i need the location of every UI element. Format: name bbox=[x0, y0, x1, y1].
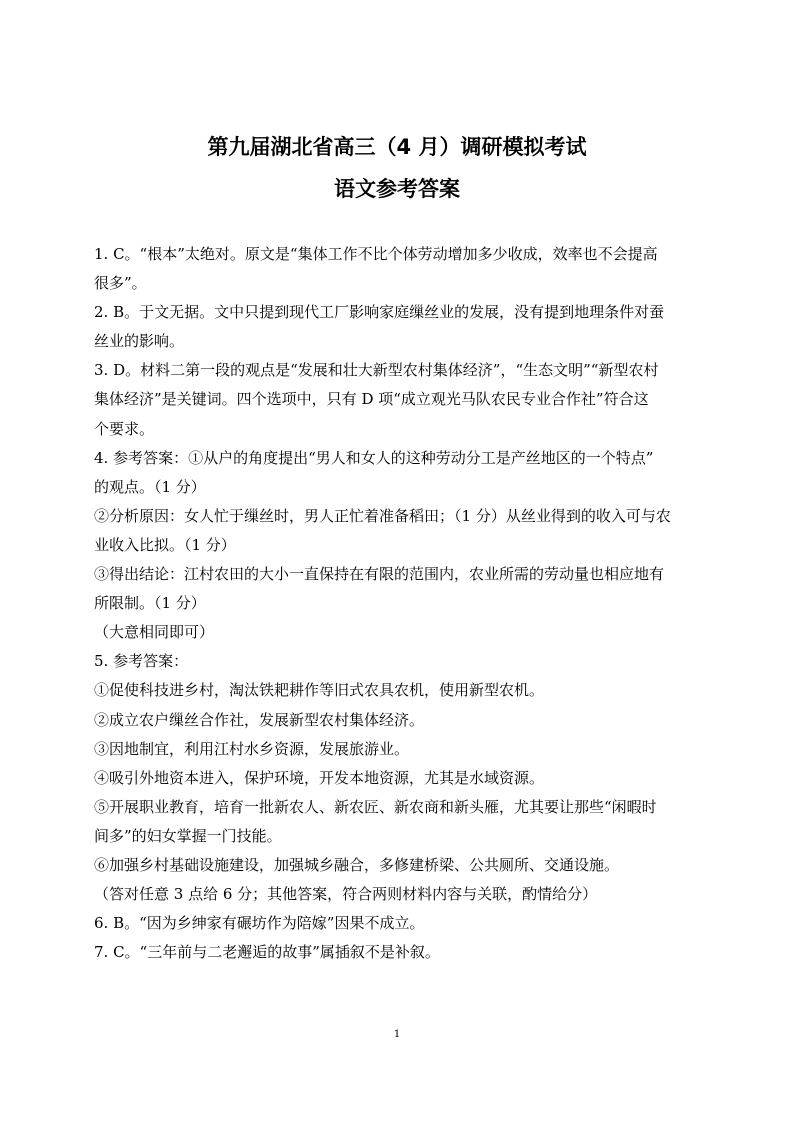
text-line: ②成立农户缫丝合作社，发展新型农村集体经济。 bbox=[94, 710, 425, 729]
text-line: ⑤开展职业教育，培育一批新农人、新农匠、新农商和新头雁，尤其要让那些“闲暇时 bbox=[94, 797, 657, 816]
text-line: （大意相同即可） bbox=[94, 623, 215, 642]
text-line: 间多”的妇女掌握一门技能。 bbox=[94, 826, 282, 845]
text-line: 集体经济”是关键词。四个选项中，只有 D 项“成立观光马队农民专业合作社”符合这 bbox=[94, 390, 649, 409]
text-line: 很多”。 bbox=[94, 274, 147, 293]
text-line: ①促使科技进乡村，淘汰铁耙耕作等旧式农具农机，使用新型农机。 bbox=[94, 681, 545, 700]
text-line: 所限制。（1 分） bbox=[94, 594, 206, 613]
text-line: 7. C。“三年前与二老邂逅的故事”属插叙不是补叙。 bbox=[94, 943, 440, 962]
text-line: 业收入比拟。（1 分） bbox=[94, 535, 236, 554]
text-line: 5. 参考答案： bbox=[94, 652, 189, 671]
text-line: 6. B。“因为乡绅家有碾坊作为陪嫁”因果不成立。 bbox=[94, 914, 425, 933]
text-line: 4. 参考答案：①从户的角度提出“男人和女人的这种劳动分工是产丝地区的一个特点” bbox=[94, 448, 654, 467]
text-line: ⑥加强乡村基础设施建设，加强城乡融合，多修建桥梁、公共厕所、交通设施。 bbox=[94, 855, 620, 874]
text-line: 丝业的影响。 bbox=[94, 332, 185, 351]
page-subtitle: 语文参考答案 bbox=[334, 177, 460, 201]
text-line: 个要求。 bbox=[94, 419, 155, 438]
text-line: ④吸引外地资本进入，保护环境，开发本地资源，尤其是水域资源。 bbox=[94, 768, 545, 787]
answer-text bbox=[94, 240, 702, 967]
text-line: 2. B。于文无据。文中只提到现代工厂影响家庭缫丝业的发展，没有提到地理条件对蚕 bbox=[94, 303, 665, 322]
text-line: ③得出结论：江村农田的大小一直保持在有限的范围内，农业所需的劳动量也相应地有 bbox=[94, 565, 665, 584]
text-line: ③因地制宜，利用江村水乡资源，发展旅游业。 bbox=[94, 739, 410, 758]
text-line: 的观点。（1 分） bbox=[94, 477, 206, 496]
page-title: 第九届湖北省高三（4 月）调研模拟考试 bbox=[207, 135, 587, 159]
page-number: 1 bbox=[393, 1029, 401, 1040]
text-line: 3. D。材料二第一段的观点是“发展和壮大新型农村集体经济”，“生态文明”“新型农村 bbox=[94, 361, 659, 380]
text-line: （答对任意 3 点给 6 分；其他答案，符合两则材料内容与关联，酌情给分） bbox=[94, 885, 598, 904]
text-line: ②分析原因：女人忙于缫丝时，男人正忙着准备稻田；（1 分）从丝业得到的收入可与农 bbox=[94, 506, 671, 525]
text-line: 1. C。“根本”太绝对。原文是“集体工作不比个体劳动增加多少收成，效率也不会提高 bbox=[94, 245, 658, 263]
